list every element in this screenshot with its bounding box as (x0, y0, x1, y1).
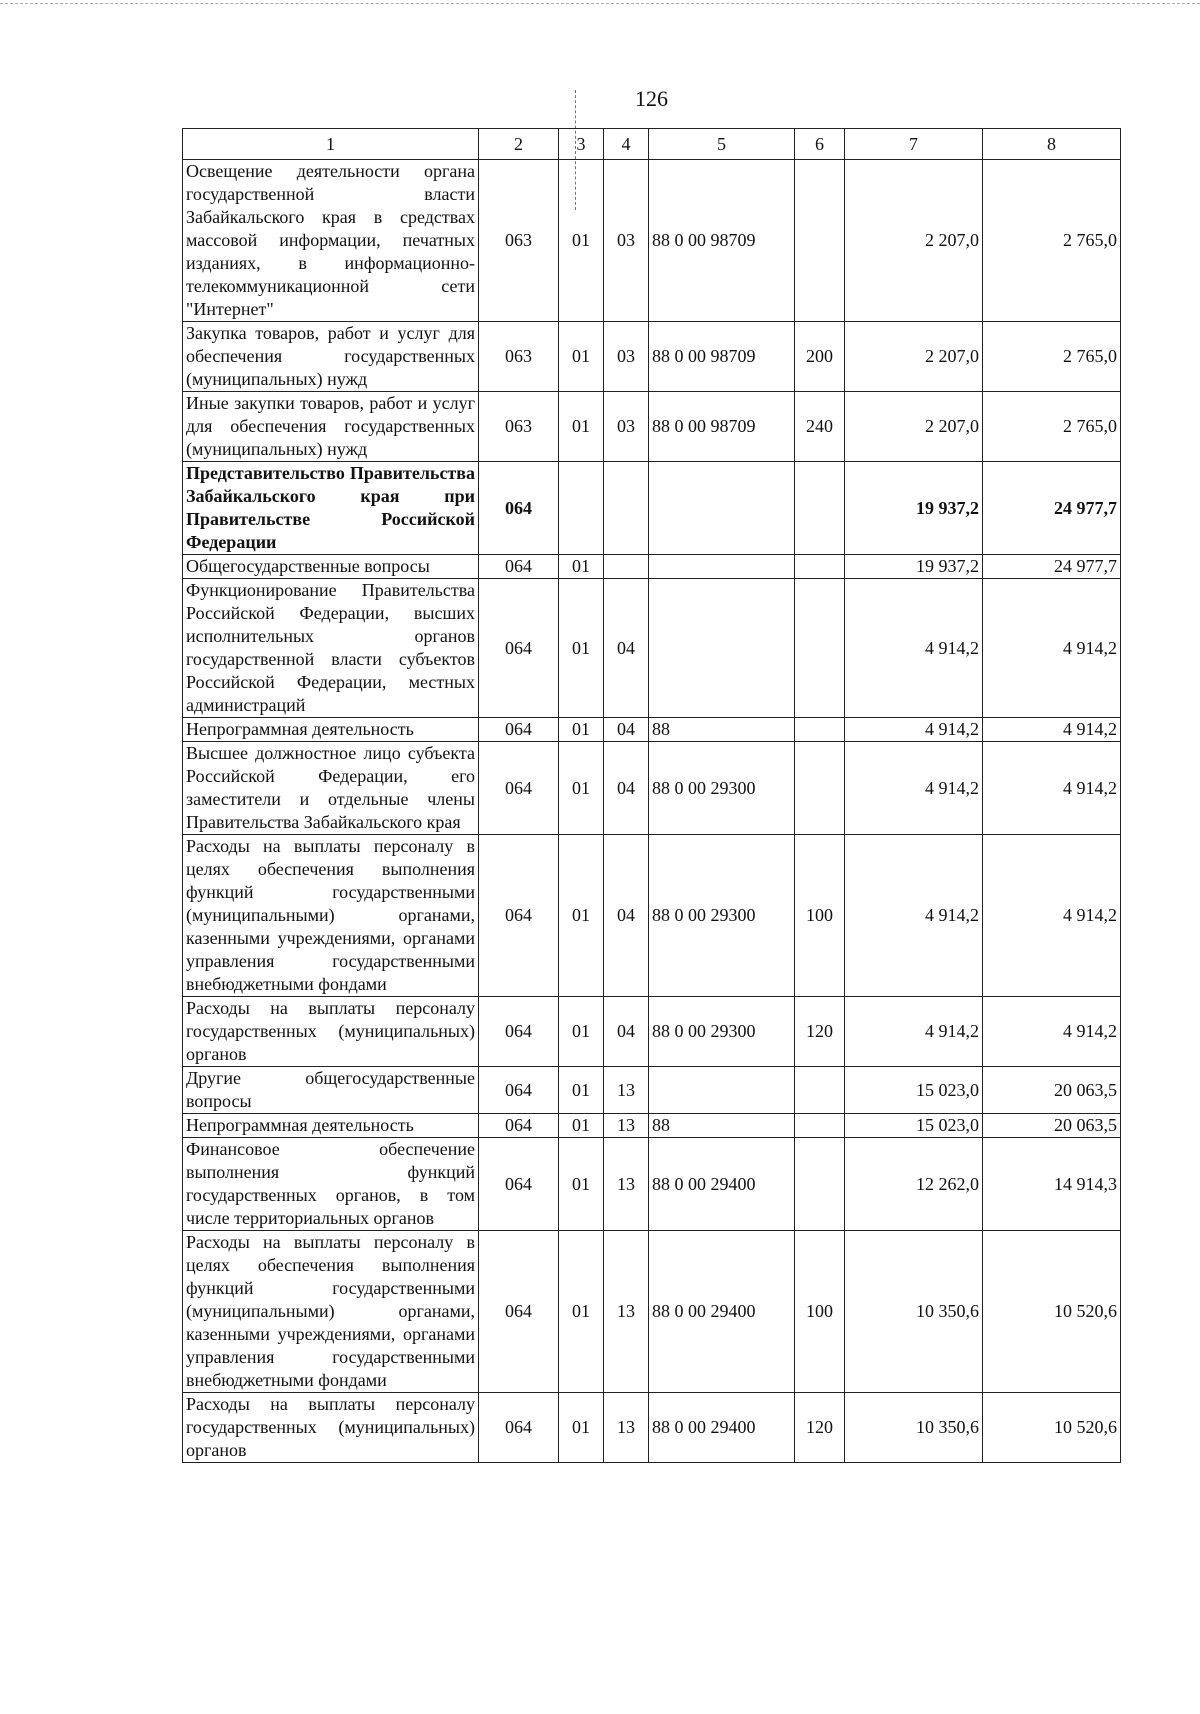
section-cell: 01 (559, 1393, 604, 1463)
row-name-cell: Финансовое обеспечение выполнения функций государственных органов, в том числе территориальных органов (183, 1138, 479, 1231)
table-row (183, 1114, 1121, 1138)
budget-table (182, 128, 1121, 1463)
row-name-cell: Расходы на выплаты персоналу государственных (муниципальных) органов (183, 1393, 479, 1463)
subsection-cell: 03 (604, 392, 649, 462)
subsection-cell: 13 (604, 1114, 649, 1138)
section-cell: 01 (559, 997, 604, 1067)
code-cell: 064 (479, 1067, 559, 1114)
target-article-cell: 88 0 00 29300 (649, 742, 795, 835)
amount-cell: 4 914,2 (983, 579, 1121, 718)
subsection-cell: 13 (604, 1067, 649, 1114)
section-cell: 01 (559, 322, 604, 392)
target-article-cell: 88 0 00 29400 (649, 1231, 795, 1393)
subsection-cell: 03 (604, 160, 649, 322)
target-article-cell: 88 0 00 29400 (649, 1138, 795, 1231)
row-name-cell: Освещение деятельности органа государственной власти Забайкальского края в средствах массовой информации, печатных изданиях, в информационно-телекоммуникационной сети "Интернет" (183, 160, 479, 322)
amount-cell: 4 914,2 (983, 742, 1121, 835)
section-cell: 01 (559, 1231, 604, 1393)
code-cell: 064 (479, 1231, 559, 1393)
amount-cell: 2 765,0 (983, 392, 1121, 462)
amount-cell: 2 765,0 (983, 160, 1121, 322)
subsection-cell (604, 462, 649, 555)
target-article-cell (649, 555, 795, 579)
page-number: 126 (635, 86, 668, 111)
code-cell: 063 (479, 160, 559, 322)
subsection-cell: 04 (604, 997, 649, 1067)
expense-type-cell (795, 579, 845, 718)
code-cell: 064 (479, 835, 559, 997)
section-cell: 01 (559, 835, 604, 997)
code-cell: 064 (479, 555, 559, 579)
section-cell: 01 (559, 579, 604, 718)
expense-type-cell: 100 (795, 1231, 845, 1393)
code-cell: 064 (479, 742, 559, 835)
target-article-cell: 88 0 00 29300 (649, 997, 795, 1067)
table-row (183, 160, 1121, 322)
code-cell: 063 (479, 322, 559, 392)
top-scan-rule (0, 3, 1200, 4)
row-name-cell: Закупка товаров, работ и услуг для обеспечения государственных (муниципальных) нужд (183, 322, 479, 392)
target-article-cell (649, 1067, 795, 1114)
amount-cell: 20 063,5 (983, 1114, 1121, 1138)
table-row (183, 579, 1121, 718)
subsection-cell: 13 (604, 1393, 649, 1463)
table-row (183, 742, 1121, 835)
amount-cell: 19 937,2 (845, 462, 983, 555)
expense-type-cell (795, 462, 845, 555)
target-article-cell: 88 0 00 29300 (649, 835, 795, 997)
row-name-cell: Непрограммная деятельность (183, 718, 479, 742)
code-cell: 064 (479, 997, 559, 1067)
table-row (183, 1138, 1121, 1231)
table-row (183, 322, 1121, 392)
subsection-cell: 13 (604, 1138, 649, 1231)
expense-type-cell: 200 (795, 322, 845, 392)
column-header: 8 (983, 129, 1121, 160)
section-cell: 01 (559, 1138, 604, 1231)
amount-cell: 20 063,5 (983, 1067, 1121, 1114)
table-row (183, 555, 1121, 579)
expense-type-cell (795, 718, 845, 742)
subsection-cell: 13 (604, 1231, 649, 1393)
amount-cell: 10 350,6 (845, 1393, 983, 1463)
row-name-cell: Высшее должностное лицо субъекта Российской Федерации, его заместители и отдельные члены Правительства Забайкальского края (183, 742, 479, 835)
expense-type-cell (795, 160, 845, 322)
amount-cell: 15 023,0 (845, 1067, 983, 1114)
row-name-cell: Функционирование Правительства Российской Федерации, высших исполнительных органов государственной власти субъектов Российской Федерации, местных администраций (183, 579, 479, 718)
amount-cell: 4 914,2 (845, 835, 983, 997)
subsection-cell: 03 (604, 322, 649, 392)
amount-cell: 15 023,0 (845, 1114, 983, 1138)
amount-cell: 2 765,0 (983, 322, 1121, 392)
expense-type-cell: 100 (795, 835, 845, 997)
amount-cell: 24 977,7 (983, 462, 1121, 555)
section-cell: 01 (559, 160, 604, 322)
row-name-cell: Другие общегосударственные вопросы (183, 1067, 479, 1114)
section-cell: 01 (559, 1114, 604, 1138)
code-cell: 064 (479, 1114, 559, 1138)
subsection-cell (604, 555, 649, 579)
amount-cell: 19 937,2 (845, 555, 983, 579)
section-cell: 01 (559, 1067, 604, 1114)
amount-cell: 10 520,6 (983, 1231, 1121, 1393)
expense-type-cell (795, 1114, 845, 1138)
table-row (183, 392, 1121, 462)
row-name-cell: Расходы на выплаты персоналу в целях обеспечения выполнения функций государственными (муниципальными) органами, казенными учреждениями, органами управления государственными внебюджетными фондами (183, 835, 479, 997)
section-cell (559, 462, 604, 555)
code-cell: 064 (479, 462, 559, 555)
code-cell: 063 (479, 392, 559, 462)
column-header: 1 (183, 129, 479, 160)
amount-cell: 10 520,6 (983, 1393, 1121, 1463)
amount-cell: 4 914,2 (845, 997, 983, 1067)
table-row (183, 1393, 1121, 1463)
amount-cell: 12 262,0 (845, 1138, 983, 1231)
amount-cell: 24 977,7 (983, 555, 1121, 579)
section-cell: 01 (559, 555, 604, 579)
subsection-cell: 04 (604, 742, 649, 835)
row-name-cell: Общегосударственные вопросы (183, 555, 479, 579)
column-header: 3 (559, 129, 604, 160)
code-cell: 064 (479, 1138, 559, 1231)
column-header: 6 (795, 129, 845, 160)
amount-cell: 4 914,2 (983, 997, 1121, 1067)
amount-cell: 4 914,2 (845, 742, 983, 835)
expense-type-cell (795, 1067, 845, 1114)
expense-type-cell (795, 742, 845, 835)
amount-cell: 14 914,3 (983, 1138, 1121, 1231)
target-article-cell: 88 (649, 718, 795, 742)
amount-cell: 2 207,0 (845, 160, 983, 322)
column-header: 5 (649, 129, 795, 160)
target-article-cell: 88 0 00 29400 (649, 1393, 795, 1463)
expense-type-cell: 240 (795, 392, 845, 462)
code-cell: 064 (479, 1393, 559, 1463)
table-body (183, 160, 1121, 1463)
target-article-cell: 88 0 00 98709 (649, 322, 795, 392)
column-number-row (183, 129, 1121, 160)
row-name-cell: Расходы на выплаты персоналу в целях обеспечения выполнения функций государственными (муниципальными) органами, казенными учреждениями, органами управления государственными внебюджетными фондами (183, 1231, 479, 1393)
amount-cell: 10 350,6 (845, 1231, 983, 1393)
table-row (183, 997, 1121, 1067)
code-cell: 064 (479, 718, 559, 742)
section-cell: 01 (559, 718, 604, 742)
subsection-cell: 04 (604, 579, 649, 718)
section-cell: 01 (559, 392, 604, 462)
table-row (183, 1231, 1121, 1393)
expense-type-cell: 120 (795, 997, 845, 1067)
amount-cell: 4 914,2 (983, 835, 1121, 997)
row-name-cell: Представительство Правительства Забайкальского края при Правительстве Российской Федерации (183, 462, 479, 555)
subsection-cell: 04 (604, 718, 649, 742)
amount-cell: 4 914,2 (845, 579, 983, 718)
amount-cell: 2 207,0 (845, 392, 983, 462)
column-header: 4 (604, 129, 649, 160)
table-row (183, 1067, 1121, 1114)
amount-cell: 2 207,0 (845, 322, 983, 392)
code-cell: 064 (479, 579, 559, 718)
subsection-cell: 04 (604, 835, 649, 997)
column-header: 7 (845, 129, 983, 160)
table-row (183, 835, 1121, 997)
section-cell: 01 (559, 742, 604, 835)
expense-type-cell (795, 555, 845, 579)
expense-type-cell (795, 1138, 845, 1231)
row-name-cell: Непрограммная деятельность (183, 1114, 479, 1138)
table-row (183, 462, 1121, 555)
table-row (183, 718, 1121, 742)
row-name-cell: Расходы на выплаты персоналу государственных (муниципальных) органов (183, 997, 479, 1067)
target-article-cell (649, 579, 795, 718)
column-header: 2 (479, 129, 559, 160)
target-article-cell: 88 0 00 98709 (649, 392, 795, 462)
row-name-cell: Иные закупки товаров, работ и услуг для обеспечения государственных (муниципальных) нужд (183, 392, 479, 462)
target-article-cell: 88 (649, 1114, 795, 1138)
target-article-cell: 88 0 00 98709 (649, 160, 795, 322)
amount-cell: 4 914,2 (983, 718, 1121, 742)
target-article-cell (649, 462, 795, 555)
expense-type-cell: 120 (795, 1393, 845, 1463)
amount-cell: 4 914,2 (845, 718, 983, 742)
